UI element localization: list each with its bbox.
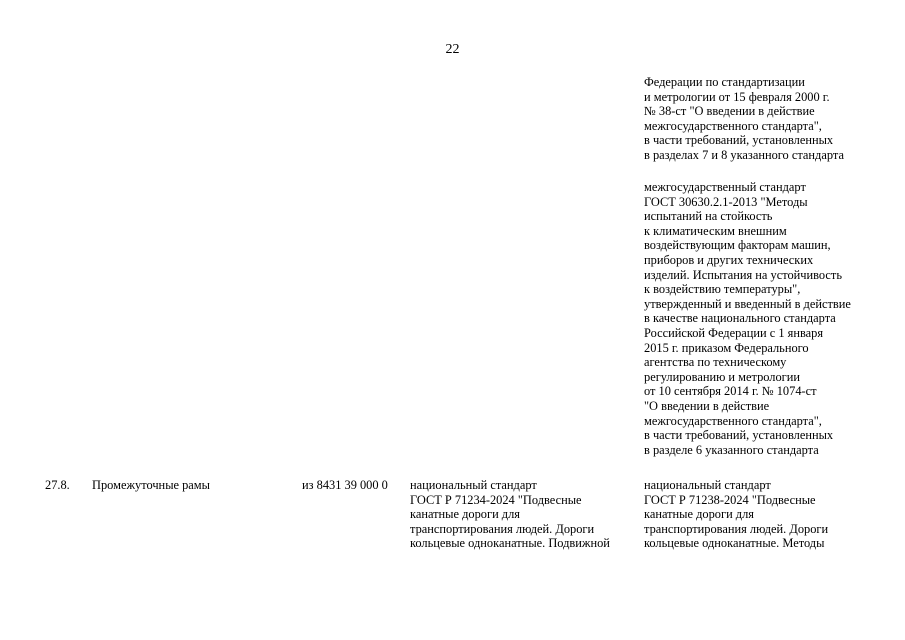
continuation-text-block-2: межгосударственный стандарт ГОСТ 30630.2.1-2013 "Методы испытаний на стойкость к климатическим внешним воздействующим факторам машин, приборов и других технических изделий. Испытания на устойчивость к воздействию температуры", утвержденный и введенный в действие в качестве национального стандарта Российской Федерации с 1 января 2015 г. приказом Федерального агентства по техническому регулированию и метрологии от 10 сентября 2014 г. № 1074-ст "О введении в действие межгосударственного стандарта", в части требований, установленных в разделе 6 указанного стандарта <box>644 180 851 457</box>
table-row <box>0 478 905 578</box>
continuation-text-block-1: Федерации по стандартизации и метрологии от 15 февраля 2000 г. № 38-ст "О введении в действие межгосударственного стандарта", в части требований, установленных в разделах 7 и 8 указанного стандарта <box>644 75 844 162</box>
product-name: Промежуточные рамы <box>92 478 210 492</box>
standard-requirements: национальный стандарт ГОСТ Р 71234-2024 "Подвесные канатные дороги для транспортирования людей. Дороги кольцевые одноканатные. Подвижной <box>410 478 610 551</box>
standard-test-methods: национальный стандарт ГОСТ Р 71238-2024 "Подвесные канатные дороги для транспортирования людей. Дороги кольцевые одноканатные. Методы <box>644 478 829 551</box>
tn-ved-code: из 8431 39 000 0 <box>302 478 388 492</box>
page-number: 22 <box>445 42 460 57</box>
row-number: 27.8. <box>45 478 70 492</box>
